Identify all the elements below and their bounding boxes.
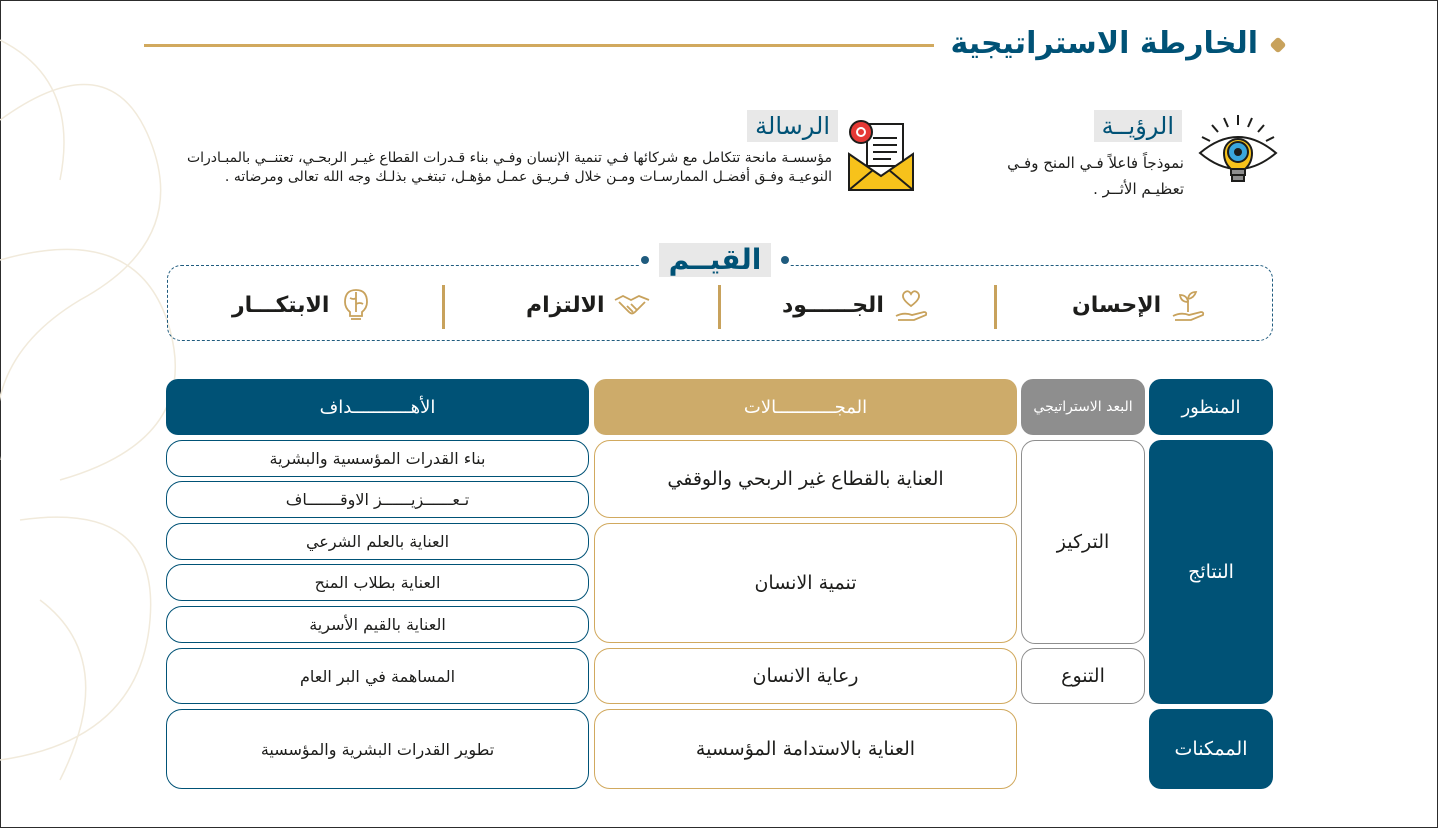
values-dot-icon bbox=[641, 256, 649, 264]
title-row bbox=[144, 24, 1284, 66]
dimension-focus: التركيز bbox=[1021, 440, 1145, 644]
goal-scholarship-students: العناية بطلاب المنح bbox=[166, 564, 589, 601]
value-separator bbox=[442, 285, 445, 329]
value-label: الجــــــود bbox=[782, 292, 884, 318]
values-title-wrap bbox=[640, 240, 790, 280]
goal-capacity-development: تطوير القدرات البشرية والمؤسسية bbox=[166, 709, 589, 789]
lightbulb-eye-icon bbox=[1196, 111, 1280, 195]
domain-sustainability: العناية بالاستدامة المؤسسية bbox=[594, 709, 1017, 789]
values-dot-icon bbox=[781, 256, 789, 264]
goal-capacity-building: بناء القدرات المؤسسية والبشرية bbox=[166, 440, 589, 477]
value-label: الابتكـــار bbox=[232, 292, 330, 318]
title-bullet-icon bbox=[1270, 37, 1287, 54]
domain-human-development: تنمية الانسان bbox=[594, 523, 1017, 643]
goal-family-values: العناية بالقيم الأسرية bbox=[166, 606, 589, 643]
hand-plant-icon bbox=[1169, 286, 1207, 324]
goal-sharia-knowledge: العناية بالعلم الشرعي bbox=[166, 523, 589, 560]
value-item-ibtikar bbox=[232, 285, 375, 325]
header-goals: الأهـــــــــــداف bbox=[166, 379, 589, 435]
value-item-ihsan bbox=[1072, 285, 1207, 325]
value-label: الإحسان bbox=[1072, 292, 1162, 318]
header-perspective: المنظور bbox=[1149, 379, 1273, 435]
value-item-iltizam bbox=[526, 285, 651, 325]
dimension-diversity: التنوع bbox=[1021, 648, 1145, 704]
domain-human-care: رعاية الانسان bbox=[594, 648, 1017, 704]
values-title: القيــم bbox=[659, 243, 772, 277]
value-label: الالتزام bbox=[526, 292, 605, 318]
value-separator bbox=[718, 285, 721, 329]
goal-public-charity: المساهمة في البر العام bbox=[166, 648, 589, 704]
mission-text: مؤسسـة مانحة تتكامل مع شركائها فـي تنمية الإنسان وفـي بناء قـدرات القطاع غيـر الربحـي، تعتنــي بالمبـادرات النوعيـة وفـق أفضـل الممارسـات ومـن خلال فـريـق عمـل مؤهـل، تبتغـي بذلـك وجه الله تعالى ومرضاته . bbox=[186, 150, 832, 185]
value-separator bbox=[994, 285, 997, 329]
value-item-jood bbox=[782, 285, 930, 325]
envelope-document-icon bbox=[845, 118, 917, 194]
title-divider-line bbox=[144, 44, 934, 47]
hand-heart-icon bbox=[892, 286, 930, 324]
vision-text: نموذجاً فاعلاً فـي المنح وفـي تعظيـم الأثــر . bbox=[1007, 154, 1184, 198]
page-title: الخارطة الاستراتيجية bbox=[950, 26, 1258, 61]
perspective-results: النتائج bbox=[1149, 440, 1273, 704]
handshake-icon bbox=[613, 286, 651, 324]
goal-endowments: تـعــــــزيــــــز الاوقـــــــاف bbox=[166, 481, 589, 518]
perspective-enablers: الممكنات bbox=[1149, 709, 1273, 789]
header-strategic-dimension: البعد الاستراتيجي bbox=[1021, 379, 1145, 435]
brain-bulb-icon bbox=[337, 286, 375, 324]
domain-nonprofit-care: العناية بالقطاع غير الربحي والوقفي bbox=[594, 440, 1017, 518]
mission-heading: الرسالة bbox=[747, 110, 838, 142]
vision-heading: الرؤيــة bbox=[1094, 110, 1182, 142]
header-domains: المجـــــــــــالات bbox=[594, 379, 1017, 435]
